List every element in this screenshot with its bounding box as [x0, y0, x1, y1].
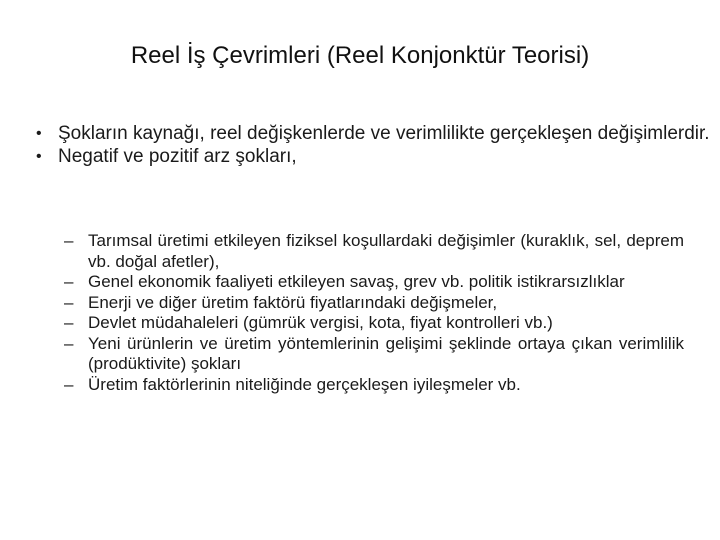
sub-bullet-text: Devlet müdahaleleri (gümrük vergisi, kota, fiyat kontrolleri vb.): [88, 313, 553, 332]
sub-bullet-list: [64, 231, 684, 395]
bullet-icon: •: [36, 148, 42, 165]
slide-title: Reel İş Çevrimleri (Reel Konjonktür Teorisi): [130, 42, 590, 69]
sub-bullet-text: Genel ekonomik faaliyeti etkileyen savaş, grev vb. politik istikrarsızlıklar: [88, 272, 625, 291]
sub-bullet-item: [64, 231, 684, 272]
sub-bullet-item: [64, 313, 684, 334]
sub-bullet-text: Yeni ürünlerin ve üretim yöntemlerinin gelişimi şeklinde ortaya çıkan verimlilik (prodüktivite) şokları: [88, 333, 684, 373]
dash-icon: –: [64, 313, 74, 332]
sub-bullet-item: [64, 293, 684, 314]
dash-icon: –: [64, 292, 74, 312]
sub-bullet-item: [64, 272, 684, 293]
main-bullet-list: [36, 122, 712, 168]
dash-icon: –: [64, 374, 74, 394]
main-bullet-text: Negatif ve pozitif arz şokları,: [58, 146, 297, 167]
sub-bullet-text: Tarımsal üretimi etkileyen fiziksel koşullardaki değişimler (kuraklık, sel, deprem vb. doğal afetler),: [88, 231, 684, 271]
main-bullet-text: Şokların kaynağı, reel değişkenlerde ve verimlilikte gerçekleşen değişimlerdir.: [58, 123, 710, 144]
main-bullet-item: [36, 145, 712, 168]
sub-bullet-item: [64, 375, 684, 396]
dash-icon: –: [64, 272, 74, 291]
bullet-icon: •: [36, 125, 42, 142]
main-bullet-item: [36, 122, 712, 145]
dash-icon: –: [64, 231, 74, 250]
dash-icon: –: [64, 333, 74, 353]
sub-bullet-text: Enerji ve diğer üretim faktörü fiyatlarındaki değişmeler,: [88, 292, 498, 312]
sub-bullet-text: Üretim faktörlerinin niteliğinde gerçekleşen iyileşmeler vb.: [88, 374, 521, 394]
sub-bullet-item: [64, 334, 684, 375]
